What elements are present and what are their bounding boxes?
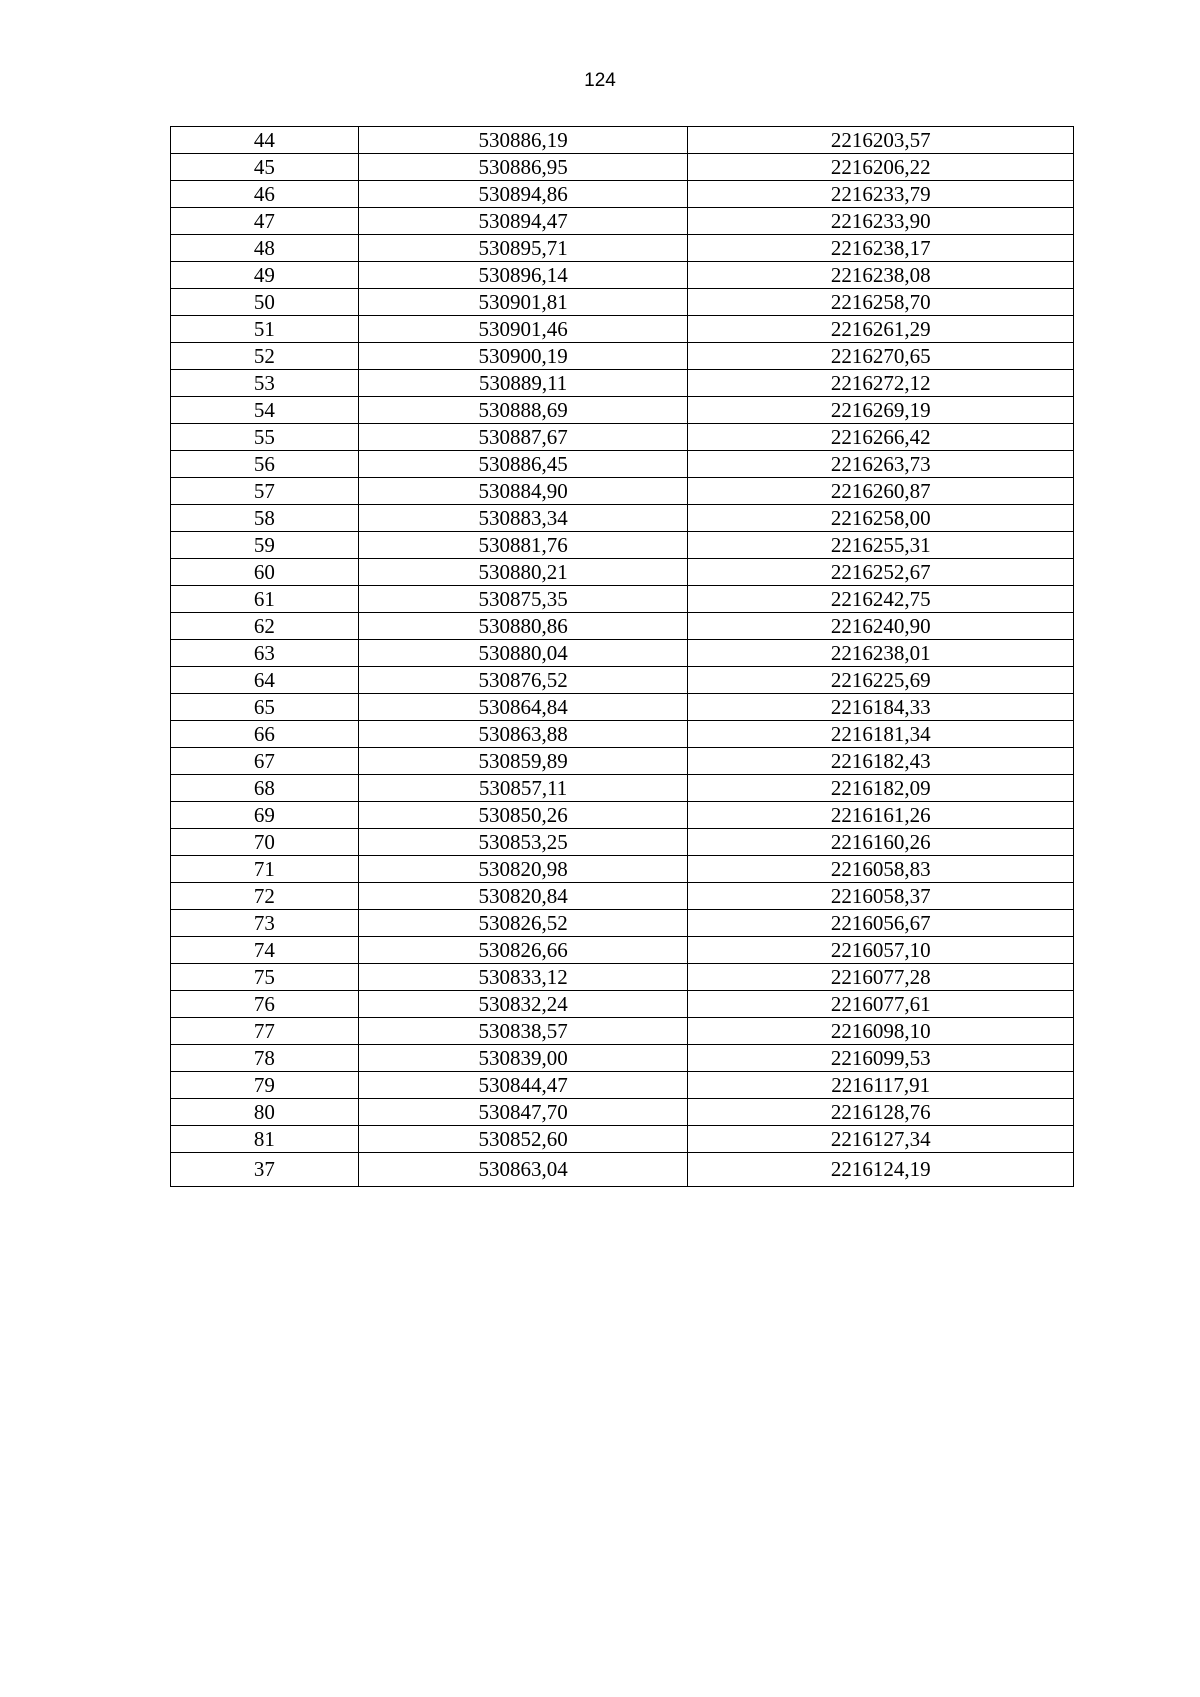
- point-number-cell: 58: [171, 505, 359, 532]
- table-row: [171, 1126, 1074, 1153]
- y-coordinate-cell: 2216238,08: [688, 262, 1074, 289]
- x-coordinate-cell: 530894,47: [358, 208, 688, 235]
- x-coordinate-cell: 530894,86: [358, 181, 688, 208]
- table-row: [171, 856, 1074, 883]
- x-coordinate-cell: 530880,21: [358, 559, 688, 586]
- y-coordinate-cell: 2216225,69: [688, 667, 1074, 694]
- y-coordinate-cell: 2216255,31: [688, 532, 1074, 559]
- y-coordinate-cell: 2216124,19: [688, 1153, 1074, 1187]
- point-number-cell: 69: [171, 802, 359, 829]
- point-number-cell: 79: [171, 1072, 359, 1099]
- point-number-cell: 48: [171, 235, 359, 262]
- y-coordinate-cell: 2216258,70: [688, 289, 1074, 316]
- point-number-cell: 78: [171, 1045, 359, 1072]
- y-coordinate-cell: 2216058,37: [688, 883, 1074, 910]
- x-coordinate-cell: 530863,88: [358, 721, 688, 748]
- y-coordinate-cell: 2216077,28: [688, 964, 1074, 991]
- x-coordinate-cell: 530850,26: [358, 802, 688, 829]
- table-row: [171, 154, 1074, 181]
- y-coordinate-cell: 2216098,10: [688, 1018, 1074, 1045]
- x-coordinate-cell: 530847,70: [358, 1099, 688, 1126]
- y-coordinate-cell: 2216263,73: [688, 451, 1074, 478]
- y-coordinate-cell: 2216203,57: [688, 127, 1074, 154]
- y-coordinate-cell: 2216181,34: [688, 721, 1074, 748]
- point-number-cell: 62: [171, 613, 359, 640]
- y-coordinate-cell: 2216117,91: [688, 1072, 1074, 1099]
- x-coordinate-cell: 530838,57: [358, 1018, 688, 1045]
- table-row: [171, 667, 1074, 694]
- table-row: [171, 613, 1074, 640]
- table-row: [171, 883, 1074, 910]
- y-coordinate-cell: 2216266,42: [688, 424, 1074, 451]
- x-coordinate-cell: 530857,11: [358, 775, 688, 802]
- point-number-cell: 64: [171, 667, 359, 694]
- table-row: [171, 721, 1074, 748]
- point-number-cell: 46: [171, 181, 359, 208]
- point-number-cell: 63: [171, 640, 359, 667]
- y-coordinate-cell: 2216270,65: [688, 343, 1074, 370]
- table-row: [171, 829, 1074, 856]
- x-coordinate-cell: 530820,84: [358, 883, 688, 910]
- point-number-cell: 51: [171, 316, 359, 343]
- point-number-cell: 57: [171, 478, 359, 505]
- x-coordinate-cell: 530895,71: [358, 235, 688, 262]
- y-coordinate-cell: 2216127,34: [688, 1126, 1074, 1153]
- point-number-cell: 54: [171, 397, 359, 424]
- x-coordinate-cell: 530887,67: [358, 424, 688, 451]
- table-row: [171, 586, 1074, 613]
- table-row: [171, 532, 1074, 559]
- point-number-cell: 45: [171, 154, 359, 181]
- y-coordinate-cell: 2216252,67: [688, 559, 1074, 586]
- y-coordinate-cell: 2216272,12: [688, 370, 1074, 397]
- point-number-cell: 56: [171, 451, 359, 478]
- x-coordinate-cell: 530844,47: [358, 1072, 688, 1099]
- table-row: [171, 775, 1074, 802]
- x-coordinate-cell: 530863,04: [358, 1153, 688, 1187]
- point-number-cell: 65: [171, 694, 359, 721]
- y-coordinate-cell: 2216261,29: [688, 316, 1074, 343]
- point-number-cell: 66: [171, 721, 359, 748]
- table-row: [171, 505, 1074, 532]
- point-number-cell: 37: [171, 1153, 359, 1187]
- y-coordinate-cell: 2216184,33: [688, 694, 1074, 721]
- y-coordinate-cell: 2216077,61: [688, 991, 1074, 1018]
- table-row: [171, 208, 1074, 235]
- x-coordinate-cell: 530826,66: [358, 937, 688, 964]
- point-number-cell: 81: [171, 1126, 359, 1153]
- point-number-cell: 53: [171, 370, 359, 397]
- table-row: [171, 1099, 1074, 1126]
- point-number-cell: 71: [171, 856, 359, 883]
- table-row: [171, 181, 1074, 208]
- x-coordinate-cell: 530886,95: [358, 154, 688, 181]
- point-number-cell: 55: [171, 424, 359, 451]
- table-row: [171, 289, 1074, 316]
- y-coordinate-cell: 2216233,79: [688, 181, 1074, 208]
- point-number-cell: 68: [171, 775, 359, 802]
- table-row: [171, 343, 1074, 370]
- x-coordinate-cell: 530880,86: [358, 613, 688, 640]
- y-coordinate-cell: 2216233,90: [688, 208, 1074, 235]
- y-coordinate-cell: 2216242,75: [688, 586, 1074, 613]
- y-coordinate-cell: 2216058,83: [688, 856, 1074, 883]
- x-coordinate-cell: 530820,98: [358, 856, 688, 883]
- table-row: [171, 1045, 1074, 1072]
- y-coordinate-cell: 2216161,26: [688, 802, 1074, 829]
- x-coordinate-cell: 530864,84: [358, 694, 688, 721]
- y-coordinate-cell: 2216238,01: [688, 640, 1074, 667]
- table-row: [171, 127, 1074, 154]
- table-row: [171, 424, 1074, 451]
- point-number-cell: 59: [171, 532, 359, 559]
- x-coordinate-cell: 530883,34: [358, 505, 688, 532]
- y-coordinate-cell: 2216182,43: [688, 748, 1074, 775]
- x-coordinate-cell: 530900,19: [358, 343, 688, 370]
- x-coordinate-cell: 530881,76: [358, 532, 688, 559]
- point-number-cell: 80: [171, 1099, 359, 1126]
- y-coordinate-cell: 2216099,53: [688, 1045, 1074, 1072]
- x-coordinate-cell: 530832,24: [358, 991, 688, 1018]
- table-row: [171, 559, 1074, 586]
- y-coordinate-cell: 2216260,87: [688, 478, 1074, 505]
- point-number-cell: 52: [171, 343, 359, 370]
- x-coordinate-cell: 530833,12: [358, 964, 688, 991]
- x-coordinate-cell: 530876,52: [358, 667, 688, 694]
- y-coordinate-cell: 2216238,17: [688, 235, 1074, 262]
- x-coordinate-cell: 530880,04: [358, 640, 688, 667]
- point-number-cell: 61: [171, 586, 359, 613]
- y-coordinate-cell: 2216160,26: [688, 829, 1074, 856]
- table-row: [171, 1153, 1074, 1187]
- x-coordinate-cell: 530889,11: [358, 370, 688, 397]
- x-coordinate-cell: 530888,69: [358, 397, 688, 424]
- x-coordinate-cell: 530853,25: [358, 829, 688, 856]
- y-coordinate-cell: 2216240,90: [688, 613, 1074, 640]
- table-row: [171, 694, 1074, 721]
- point-number-cell: 73: [171, 910, 359, 937]
- y-coordinate-cell: 2216269,19: [688, 397, 1074, 424]
- x-coordinate-cell: 530901,46: [358, 316, 688, 343]
- table-row: [171, 262, 1074, 289]
- point-number-cell: 76: [171, 991, 359, 1018]
- table-row: [171, 748, 1074, 775]
- page-number: 124: [584, 70, 616, 91]
- point-number-cell: 49: [171, 262, 359, 289]
- table-row: [171, 1072, 1074, 1099]
- x-coordinate-cell: 530859,89: [358, 748, 688, 775]
- table-row: [171, 991, 1074, 1018]
- table-row: [171, 937, 1074, 964]
- x-coordinate-cell: 530839,00: [358, 1045, 688, 1072]
- x-coordinate-cell: 530884,90: [358, 478, 688, 505]
- y-coordinate-cell: 2216182,09: [688, 775, 1074, 802]
- table-row: [171, 235, 1074, 262]
- table-row: [171, 478, 1074, 505]
- point-number-cell: 44: [171, 127, 359, 154]
- point-number-cell: 60: [171, 559, 359, 586]
- x-coordinate-cell: 530886,45: [358, 451, 688, 478]
- table-row: [171, 451, 1074, 478]
- y-coordinate-cell: 2216056,67: [688, 910, 1074, 937]
- table-row: [171, 1018, 1074, 1045]
- y-coordinate-cell: 2216258,00: [688, 505, 1074, 532]
- table-row: [171, 802, 1074, 829]
- point-number-cell: 50: [171, 289, 359, 316]
- table-row: [171, 964, 1074, 991]
- table-row: [171, 316, 1074, 343]
- table-row: [171, 910, 1074, 937]
- table-row: [171, 397, 1074, 424]
- x-coordinate-cell: 530886,19: [358, 127, 688, 154]
- coordinates-table: [170, 126, 1074, 1187]
- x-coordinate-cell: 530852,60: [358, 1126, 688, 1153]
- y-coordinate-cell: 2216128,76: [688, 1099, 1074, 1126]
- coordinates-table-body: [171, 127, 1074, 1187]
- point-number-cell: 75: [171, 964, 359, 991]
- y-coordinate-cell: 2216057,10: [688, 937, 1074, 964]
- point-number-cell: 77: [171, 1018, 359, 1045]
- point-number-cell: 70: [171, 829, 359, 856]
- table-row: [171, 370, 1074, 397]
- x-coordinate-cell: 530901,81: [358, 289, 688, 316]
- point-number-cell: 67: [171, 748, 359, 775]
- x-coordinate-cell: 530896,14: [358, 262, 688, 289]
- x-coordinate-cell: 530875,35: [358, 586, 688, 613]
- x-coordinate-cell: 530826,52: [358, 910, 688, 937]
- y-coordinate-cell: 2216206,22: [688, 154, 1074, 181]
- point-number-cell: 72: [171, 883, 359, 910]
- point-number-cell: 74: [171, 937, 359, 964]
- point-number-cell: 47: [171, 208, 359, 235]
- table-row: [171, 640, 1074, 667]
